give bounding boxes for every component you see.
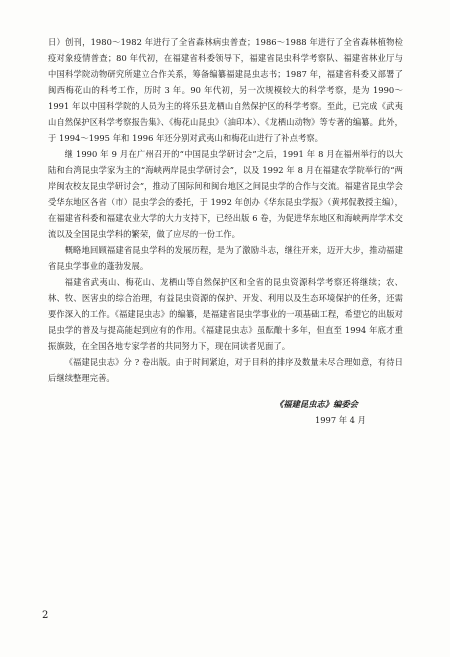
paragraph-2: 继 1990 年 9 月在广州召开的“中国昆虫学研讨会”之后，1991 年 8 月在福州举行的以大陆和台湾昆虫学家为主的“海峡两岸昆虫学研讨会”，以及 1992 年 8 月在福建农学院举行的“两岸闽农校友昆虫学研讨会”，推动了国际间和闽台地区之间昆虫学的合作与交流。福建省昆虫学会受华东地区各省（市）昆虫学会的委托，于 1992 年创办《华东昆虫学报》（黄邦侃教授主编），在福建省科委和福建农业大学的大力支持下，已经出版 6 卷，为促进华东地区和海峡两岸学术交流以及全国昆虫学科的繁荣，做了应尽的一份工作。	[48, 149, 403, 239]
paragraph-3: 概略地回顾福建省昆虫学科的发展历程，是为了激励斗志，继往开来，迈开大步，推动福建省昆虫学事业的蓬勃发展。	[48, 245, 403, 271]
paragraph-4: 福建省武夷山、梅花山、龙栖山等自然保护区和全省的昆虫资源科学考察还将继续；农、林、牧、医害虫的综合治理，有益昆虫资源的保护、开发、利用以及生态环境保护的任务，还需要作深入的工作。《福建昆虫志》的编纂，是福建省昆虫学事业的一项基础工程，希望它的出版对昆虫学的普及与提高能起到应有的作用。《福建昆虫志》虽酝酿十多年，但直至 1994 年底才重振旗鼓，在全国各地专家学者的共同努力下，现在同读者见面了。	[48, 277, 403, 351]
paragraph-1: 日）创刊，1980～1982 年进行了全省森林病虫普查；1986～1988 年进行了全省森林植物检疫对象疫情普查；80 年代初，在福建省科委领导下，福建省昆虫科学考察队、福建省林业厅与中国科学院动物研究所建立合作关系，筹备编纂福建昆虫志书；1987 年，福建省科委又部署了闽西梅花山的科考工作，历时 3 年。90 年代初，另一次规模较大的科学考察，是为 1990～1991 年以中国科学院的人员为主的将乐县龙栖山自然保护区的科学考察。至此，已完成《武夷山自然保护区科学考察报告集》、《梅花山昆虫》（油印本）、《龙栖山动物》等专著的编纂。此外，于 1994～1995 年和 1996 年还分别对武夷山和梅花山进行了补点考察。	[48, 37, 403, 143]
signature-date: 1997 年 4 月	[315, 415, 366, 425]
paragraph-5: 《福建昆虫志》分 ? 卷出版。由于时间紧迫，对于目科的排序及数量未尽合理如意，有待日后继续整理完善。	[48, 357, 403, 383]
page-number: 2	[42, 610, 49, 621]
signature-organization: 《福建昆虫志》编委会	[275, 399, 358, 409]
body-text	[48, 34, 403, 386]
